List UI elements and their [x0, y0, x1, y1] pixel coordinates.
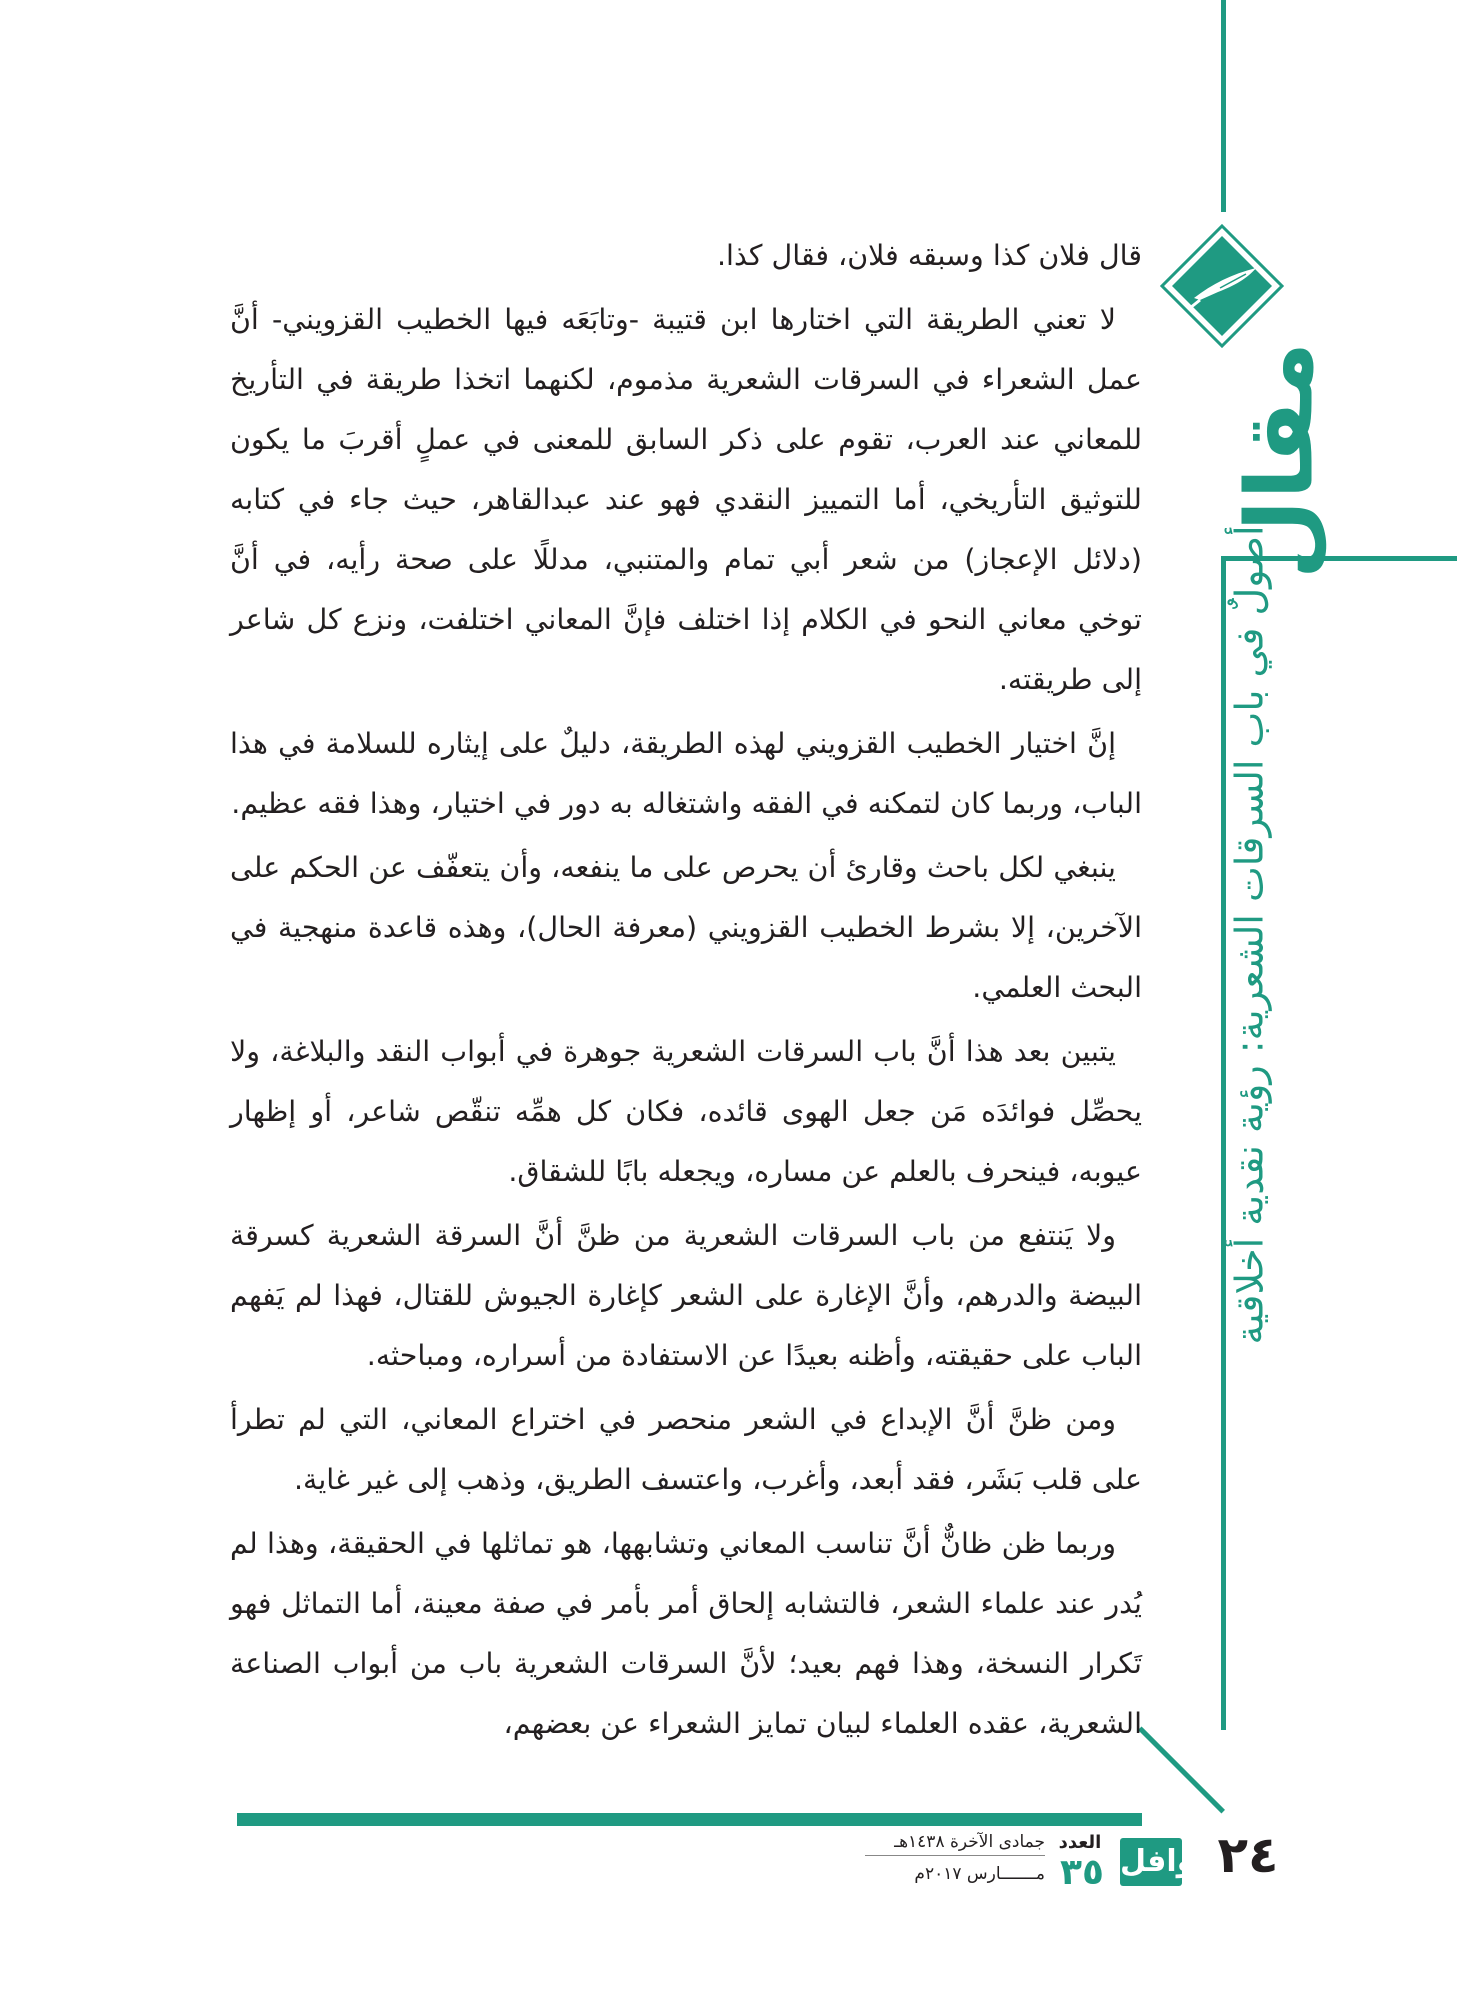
article-body	[230, 226, 1142, 1758]
paragraph: ومن ظنَّ أنَّ الإبداع في الشعر منحصر في اختراع المعاني، التي لم تطرأ على قلب بَشَر، فقد أبعد، وأغرب، واعتسف الطريق، وذهب إلى غير غاية.	[230, 1403, 1142, 1496]
page-number: ٢٤	[1217, 1826, 1279, 1884]
paragraph: قال فلان كذا وسبقه فلان، فقال كذا.	[716, 239, 1142, 272]
issue-number: ٣٥	[1060, 1852, 1104, 1893]
frame-line-top	[1221, 0, 1226, 212]
frame-line-bottom	[237, 1813, 1142, 1826]
paragraph: وربما ظن ظانٌّ أنَّ تناسب المعاني وتشابهها، هو تماثلها في الحقيقة، وهذا لم يُدر عند علماء الشعر، فالتشابه إلحاق أمر بأمر في صفة معينة، أما التماثل فهو تَكرار النسخة، وهذا فهم بعيد؛ لأنَّ السرقات الشعرية باب من أبواب الصناعة الشعرية، عقده العلماء لبيان تمايز الشعراء عن بعضهم،	[230, 1527, 1142, 1740]
article-side-title-text: أصولٌ في باب السرقات الشعرية: رؤية نقدية أخلاقية	[1228, 525, 1272, 1345]
paragraph: لا تعني الطريقة التي اختارها ابن قتيبة -وتابَعَه فيها الخطيب القزويني- أنَّ عمل الشعراء في السرقات الشعرية مذموم، لكنهما اتخذا طريقة في التأريخ للمعاني عند العرب، تقوم على ذكر السابق للمعنى في عملٍ أقربَ ما يكون للتوثيق التأريخي، أما التمييز النقدي فهو عند عبدالقاهر، حيث جاء في كتابه (دلائل الإعجاز) من شعر أبي تمام والمتنبي، مدللًا على صحة رأيه، في أنَّ توخي معاني النحو في الكلام إذا اختلف فإنَّ المعاني اختلفت، ونزع كل شاعر إلى طريقته.	[230, 303, 1142, 696]
date-hijri: جمادى الآخرة ١٤٣٨هـ	[865, 1832, 1045, 1856]
paragraph: ينبغي لكل باحث وقارئ أن يحرص على ما ينفعه، وأن يتعفّف عن الحكم على الآخرين، إلا بشرط الخطيب القزويني (معرفة الحال)، وهذه قاعدة منهجية في البحث العلمي.	[230, 851, 1142, 1004]
issue-label: العدد	[1058, 1832, 1102, 1853]
paragraph: ولا يَنتفع من باب السرقات الشعرية من ظنَّ أنَّ السرقة الشعرية كسرقة البيضة والدرهم، وأنَّ الإغارة على الشعر كإغارة الجيوش للقتال، فهذا لم يَفهم الباب على حقيقته، وأظنه بعيدًا عن الاستفادة من أسراره، ومباحثه.	[230, 1219, 1142, 1372]
frame-line-diagonal	[1138, 1726, 1225, 1813]
paragraph: إنَّ اختيار الخطيب القزويني لهذه الطريقة، دليلٌ على إيثاره للسلامة في هذا الباب، وربما كان لتمكنه في الفقه واشتغاله به دور في اختيار، وهذا فقه عظيم.	[230, 727, 1142, 820]
article-side-title	[1180, 525, 1320, 1345]
date-gregorian: مـــــــارس ٢٠١٧م	[914, 1864, 1045, 1884]
paragraph: يتبين بعد هذا أنَّ باب السرقات الشعرية جوهرة في أبواب النقد والبلاغة، ولا يحصِّل فوائدَه مَن جعل الهوى قائده، فكان كل همِّه تنقّص شاعر، أو إظهار عيوبه، فينحرف بالعلم عن مساره، ويجعله بابًا للشقاق.	[230, 1035, 1142, 1188]
magazine-logo: قوافل	[1120, 1838, 1182, 1886]
section-label-text: مقال	[1226, 341, 1334, 579]
quill-emblem-icon	[1160, 224, 1284, 348]
